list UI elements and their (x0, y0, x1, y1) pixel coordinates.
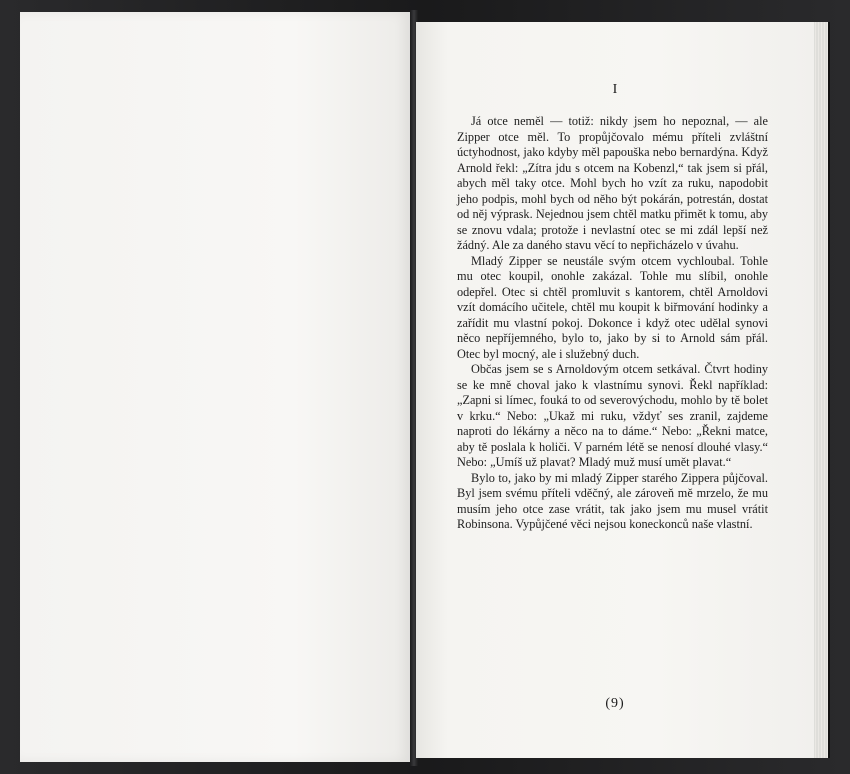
page-number: (9) (605, 696, 625, 711)
paragraph: Mladý Zipper se neustále svým otcem vychloubal. Tohle mu otec koupil, onohle zakázal. Tohle mu slíbil, onohle odepřel. Otec si chtěl promluvit s kantorem, chtěl Arnoldovi vzít domácího učitele, chtěl mu koupit k biřmování hodinky a zařídit mu vlastní pokoj. Dokonce i když otec udělal synovi něco nepříjemného, bylo to, jako by si to Arnold sám přál. Otec byl mocný, ale i služebný duch. (457, 253, 768, 361)
page-edges (814, 22, 830, 758)
right-page (416, 22, 814, 758)
body-text (457, 114, 768, 533)
paragraph: Já otce neměl — totiž: nikdy jsem ho nepoznal, — ale Zipper otce měl. To propůjčovalo mému příteli zvláštní úctyhodnost, jako kdyby měl papouška nebo bernardýna. Když Arnold řekl: „Zítra jdu s otcem na Kobenzl,“ tak jsem si přál, abych měl taky otce. Mohl bych ho vzít za ruku, napodobit jeho podpis, mohl bych od něho být pokárán, potrestán, dostat od něj výprask. Nejednou jsem chtěl matku přimět k tomu, aby se znovu vdala; protože i nevlastní otec se mi zdál lepší než žádný. Ale za daného stavu věcí to nepřicházelo v úvahu. (457, 114, 768, 252)
chapter-number: I (612, 82, 618, 97)
left-page-blank (20, 12, 412, 762)
paragraph: Občas jsem se s Arnoldovým otcem setkával. Čtvrt hodiny se ke mně choval jako k vlastnímu synovi. Řekl například: „Zapni si límec, fouká to od severovýchodu, mohlo by tě bolet v krku.“ Nebo: „Ukaž mi ruku, vždyť ses zranil, zajdeme naproti do lékárny a něco na to dáme.“ Nebo: „Řekni matce, aby tě poslala k holiči. V parném létě se nenosí dlouhé vlasy.“ Nebo: „Umíš už plavat? Mladý muž musí umět plavat.“ (457, 362, 768, 469)
paragraph: Bylo to, jako by mi mladý Zipper starého Zippera půjčoval. Byl jsem svému příteli vděčný, ale zároveň mě mrzelo, že mu musím jeho otce zase vrátit, tak jako jsem mu musel vrátit Robinsona. Vypůjčené věci nejsou koneckonců naše vlastní. (457, 470, 768, 531)
